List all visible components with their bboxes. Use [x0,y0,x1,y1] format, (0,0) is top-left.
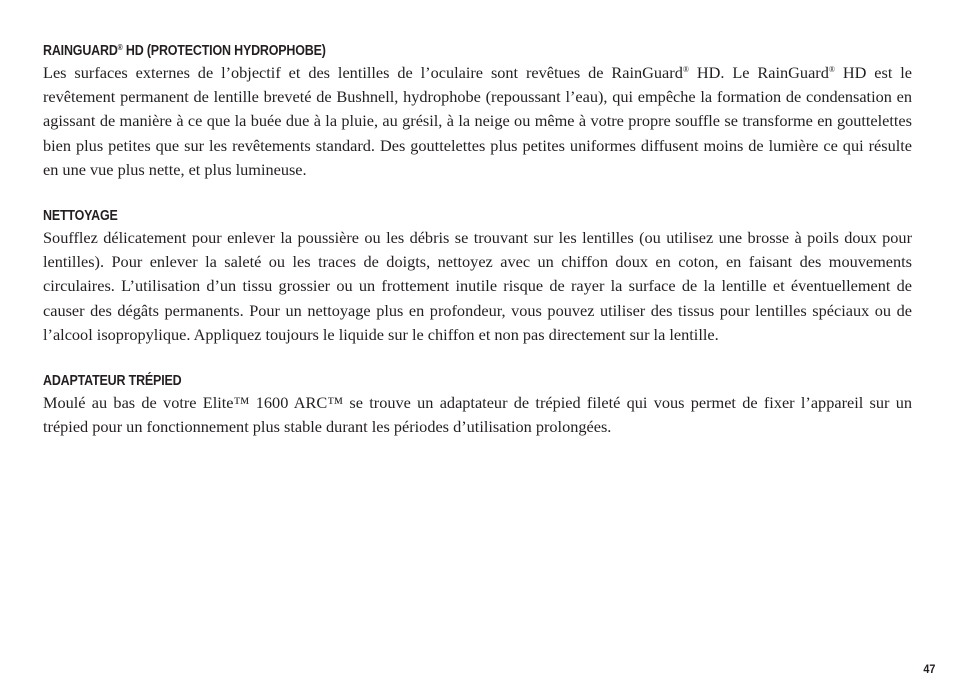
heading-text-rest: HD (PROTECTION HYDROPHOBE) [122,43,326,59]
section-heading-rainguard [43,38,790,61]
section-rainguard [43,38,912,182]
manual-page [43,38,912,463]
section-heading-adaptateur-trepied: ADAPTATEUR TRÉPIED [43,373,182,390]
registered-mark: ® [682,65,689,74]
section-heading-nettoyage: NETTOYAGE [43,208,118,225]
section-body-adaptateur-trepied: Moulé au bas de votre Elite™ 1600 ARC™ se trouve un adaptateur de trépied fileté qui vous permet de fixer l’appareil sur un trépied pour un fonctionnement plus stable durant les périodes d’utilisation prolongées. [43,393,912,437]
page-number: 47 [922,662,935,676]
section-body-rainguard [43,61,912,182]
body-text-part: HD est le revêtement permanent de lentille breveté de Bushnell, hydrophobe (repoussant l’eau), qui empêche la formation de condensation en agissant de manière à ce que la buée due à la pluie, au grésil, à la neige ou même à votre propre souffle se transforme en gouttelettes bien plus petites que sur les revêtements standard. Des gouttelettes plus petites uniformes diffusent moins de lumière ce qui résulte en une vue plus nette, et plus lumineuse. [43,63,913,179]
registered-mark: ® [828,65,835,74]
section-adaptateur-trepied [43,371,912,439]
registered-mark: ® [117,43,123,52]
section-body-nettoyage: Soufflez délicatement pour enlever la poussière ou les débris se trouvant sur les lentilles (ou utilisez une brosse à poils doux pour lentilles). Pour enlever la saleté ou les traces de doigts, nettoyez avec un chiffon doux en coton, en faisant des mouvements circulaires. L’utilisation d’un tissu grossier ou un frottement inutile risque de rayer la surface de la lentille et éventuellement de causer des dégâts permanents. Pour un nettoyage plus en profondeur, vous pouvez utiliser des tissus pour lentilles spéciaux ou de l’alcool isopropylique. Appliquez toujours le liquide sur le chiffon et non pas directement sur la lentille. [43,228,912,344]
section-nettoyage [43,206,912,347]
heading-text: RAINGUARD [43,43,118,59]
body-text-part: Les surfaces externes de l’objectif et des lentilles de l’oculaire sont revêtues de RainGuard [43,63,683,82]
body-text-part: HD. Le RainGuard [688,63,829,82]
